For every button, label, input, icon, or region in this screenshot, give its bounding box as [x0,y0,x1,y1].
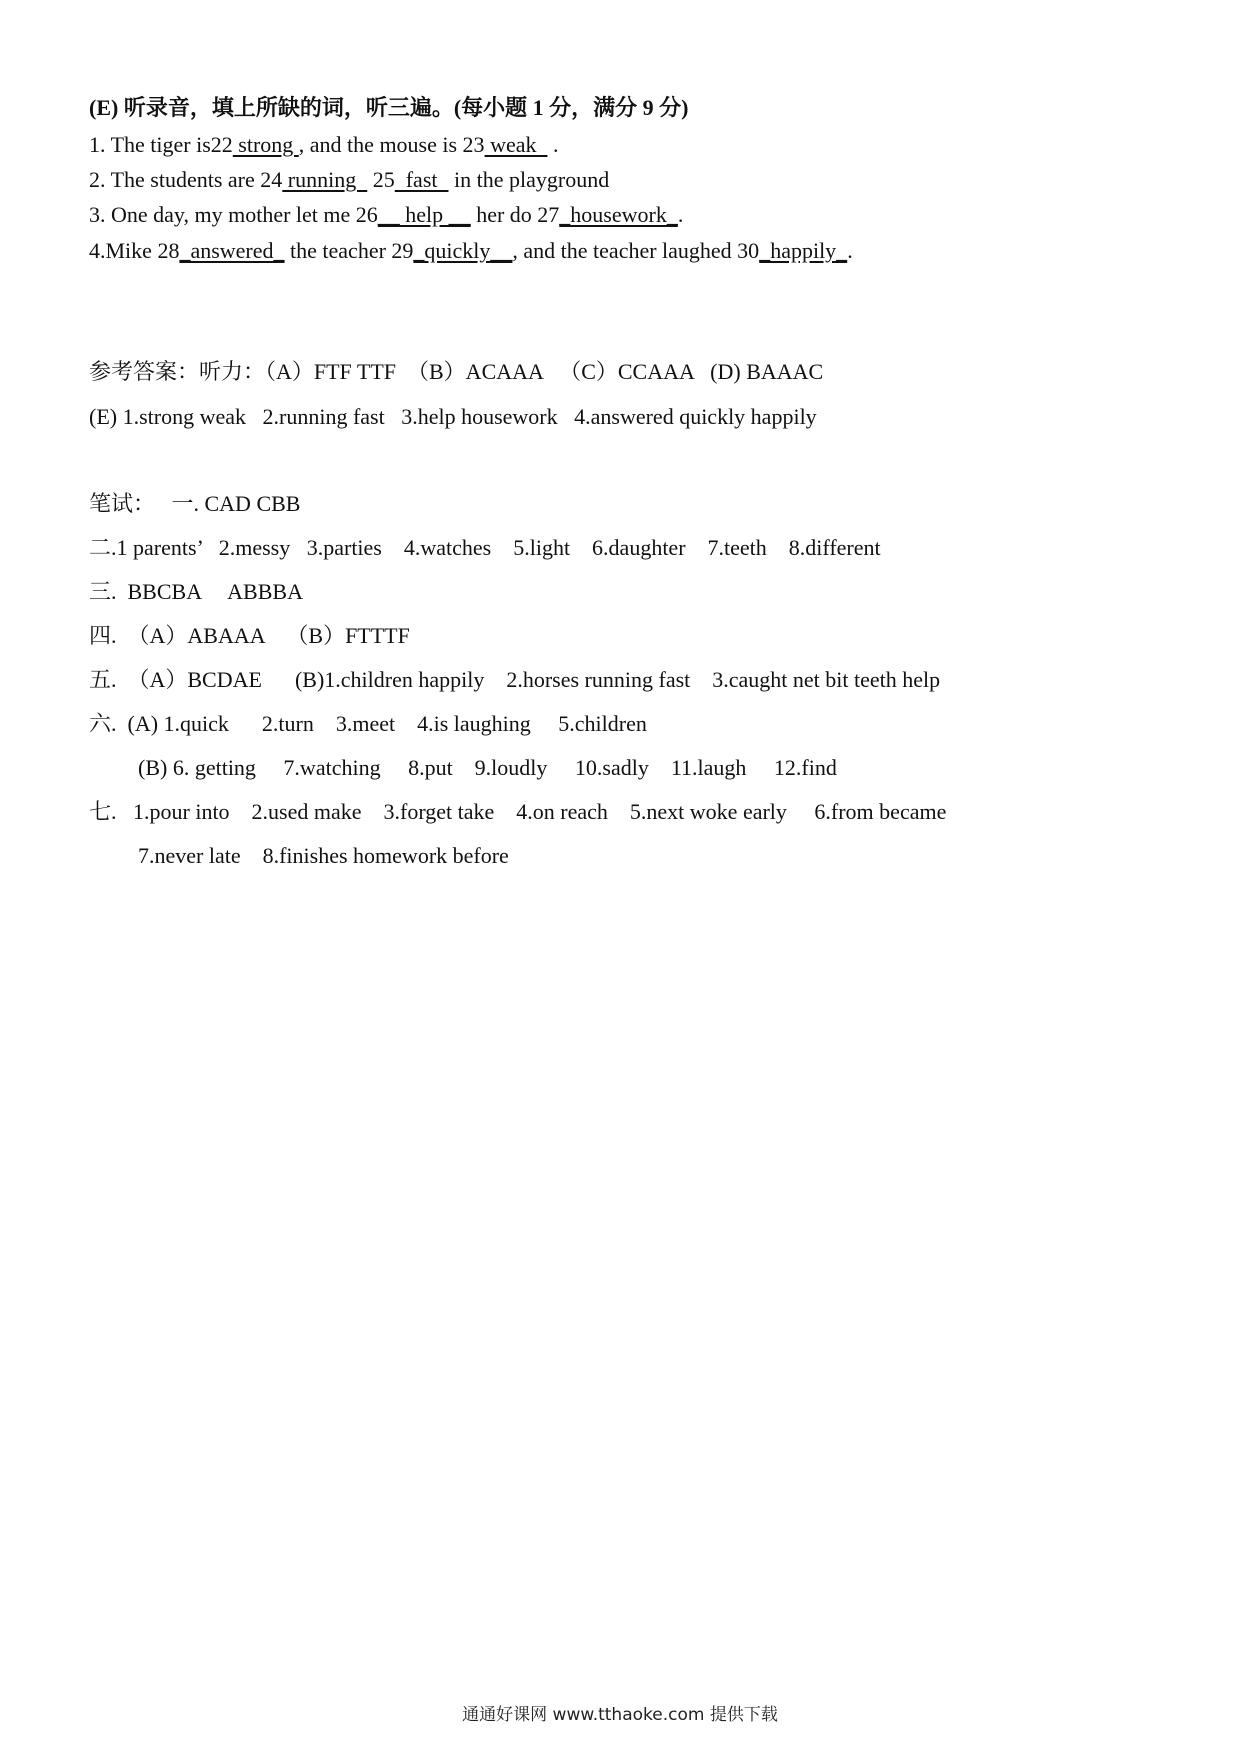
answer-key-section-3: 三. BBCBA ABBBA [89,579,303,604]
answer-key-section-7b: 7.never late 8.finishes homework before [138,843,509,868]
q1-text-e: . [547,132,559,157]
q1-answer-22: strong [232,132,299,157]
q4-text-e: , and the teacher laughed 30 [512,238,760,263]
q2-answer-25: fast [394,167,449,192]
answer-key-written-1: 笔试： 一. CAD CBB [89,491,301,516]
q2-text-e: in the playground [448,167,610,192]
q3-answer-26: __ help __ [377,202,471,227]
q3-text-a: 3. One day, my mother let me 26 [89,202,378,227]
q4-answer-28: _answered_ [179,238,285,263]
answer-key-section-6b: (B) 6. getting 7.watching 8.put 9.loudly 10.sadly 11.laugh 12.find [138,755,837,780]
question-2 [89,166,609,194]
q1-text-a: 1. The tiger is22 [89,132,233,157]
q4-text-a: 4.Mike 28 [89,238,180,263]
q3-text-e: . [677,202,684,227]
section-e-heading: (E) 听录音，填上所缺的词，听三遍。(每小题 1 分，满分 9 分) [89,95,689,120]
q4-text-c: the teacher 29 [284,238,414,263]
answer-key-section-4: 四. （A）ABAAA （B）FTTTF [89,623,410,648]
q4-text-g: . [847,238,853,263]
q4-answer-30: _happily_ [759,238,848,263]
q2-answer-24: running [282,167,368,192]
q3-text-c: her do 27 [470,202,560,227]
answer-key-section-6a: 六. (A) 1.quick 2.turn 3.meet 4.is laughing 5.children [89,711,647,736]
answer-key-section-7a: 七. 1.pour into 2.used make 3.forget take 4.on reach 5.next woke early 6.from became [89,799,947,824]
answer-key-listening: 参考答案：听力：（A）FTF TTF （B）ACAAA （C）CCAAA (D) BAAAC [89,359,824,384]
answer-key-section-2: 二.1 parents’ 2.messy 3.parties 4.watches 5.light 6.daughter 7.teeth 8.different [89,535,881,560]
answer-key-section-5: 五. （A）BCDAE (B)1.children happily 2.horses running fast 3.caught net bit teeth help [89,667,941,692]
page-footer: 通通好课网 www.tthaoke.com 提供下载 [462,1705,778,1725]
question-3 [89,201,683,229]
q1-answer-23: weak [484,132,548,157]
q2-text-a: 2. The students are 24 [89,167,283,192]
answer-key-listening-e: (E) 1.strong weak 2.running fast 3.help housework 4.answered quickly happily [89,404,817,429]
q3-answer-27: _housework_ [559,202,678,227]
question-1 [89,131,558,159]
q4-answer-29: _quickly__ [413,238,513,263]
q2-text-c: 25 [367,167,395,192]
question-4 [89,237,853,265]
q1-text-c: , and the mouse is 23 [298,132,485,157]
